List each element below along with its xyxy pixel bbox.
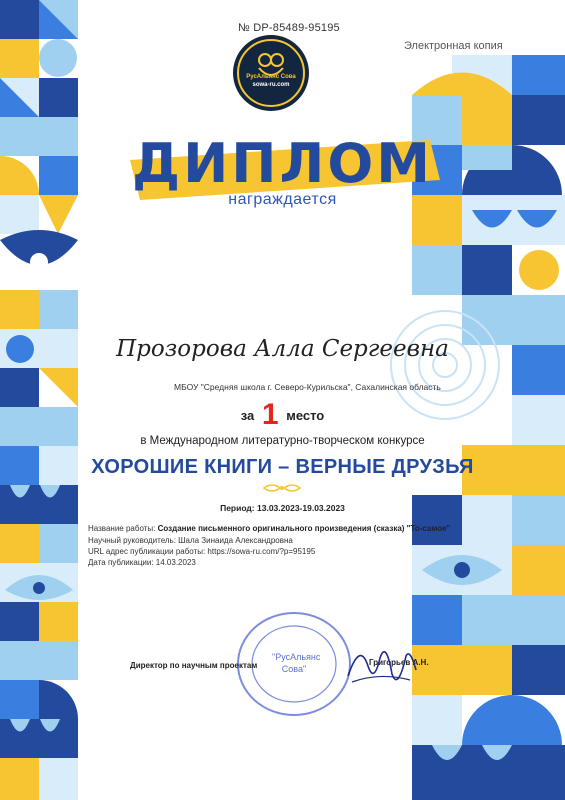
contest-line: в Международном литературно-творческом конкурсе — [140, 435, 425, 447]
logo-text-line1: РусАльянс Сова — [246, 74, 296, 80]
title: ДИПЛОМ — [132, 132, 433, 195]
contest-title: ХОРОШИЕ КНИГИ – ВЕРНЫЕ ДРУЗЬЯ — [91, 456, 474, 478]
place-prefix: за — [240, 408, 255, 423]
work-name — [88, 524, 450, 533]
stamp-center-line2: Сова" — [281, 664, 307, 674]
publication-date: Дата публикации: 14.03.2023 — [88, 558, 196, 567]
signature — [340, 636, 420, 696]
electronic-copy-mark: Электронная копия — [404, 40, 503, 52]
supervisor: Научный руководитель: Шала Зинаида Александровна — [88, 536, 293, 545]
director-title: Директор по научным проектам — [130, 661, 258, 670]
place-number: 1 — [261, 398, 279, 431]
document-number: № DP-85489-95195 — [238, 22, 340, 34]
owl-emblem-icon — [232, 34, 310, 112]
ornament-icon — [262, 482, 302, 494]
work-name-label: Название работы: — [88, 524, 156, 533]
work-name-value: Создание письменного оригинального произведения (сказка) "То-самое" — [157, 524, 451, 533]
recipient-organization: МБОУ "Средняя школа г. Северо-Курильска", Сахалинская область — [174, 382, 441, 392]
stamp-center-line1: "РусАльянс — [272, 652, 321, 662]
period: Период: 13.03.2023-19.03.2023 — [220, 503, 345, 513]
place-suffix: место — [286, 408, 325, 423]
director-name: Григорьев А.Н. — [369, 658, 429, 667]
logo-text-line2: sowa-ru.com — [252, 82, 290, 88]
subtitle: награждается — [228, 191, 337, 208]
publication-url: URL адрес публикации работы: https://sowa-ru.com/?p=95195 — [88, 547, 316, 556]
place-line — [0, 398, 565, 432]
recipient-name: Прозорова Алла Сергеевна — [116, 336, 449, 362]
